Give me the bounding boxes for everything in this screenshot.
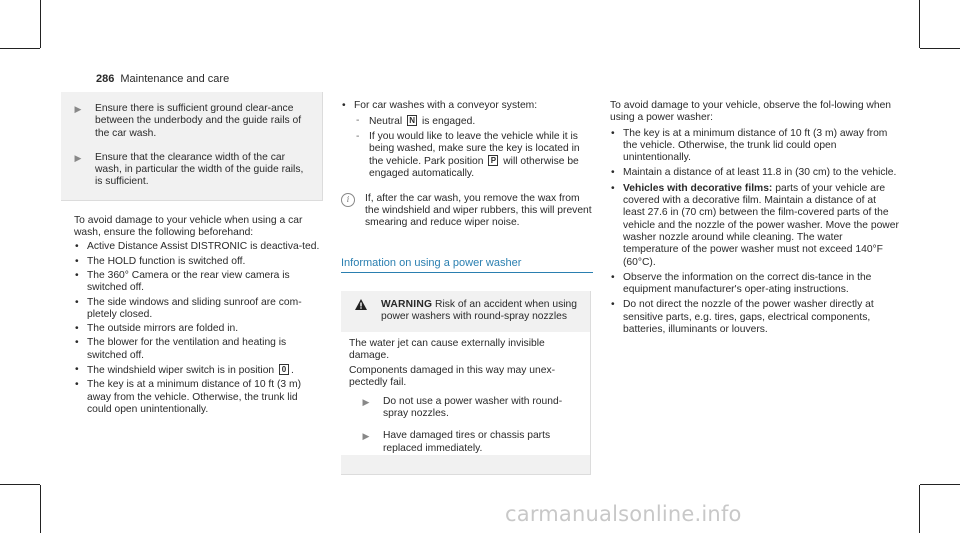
section-title: Information on using a power washer [341,257,593,273]
info-circle-icon: i [341,193,355,207]
list-item [341,100,596,181]
column-right [610,100,900,336]
page-number: 286 [96,73,115,85]
warning-head-text: Risk of an accident when using power washers with round-spray nozzles [381,298,577,323]
step-box [61,92,323,201]
warning-step [349,430,583,455]
sublist-item [354,115,596,128]
list-item: • Observe the information on the correct dis-tance in the equipment manufacturer's oper-ating instructions. [610,272,900,297]
section-name: Maintenance and care [120,73,230,85]
warning-triangle-icon [355,299,369,324]
arrow-right-icon: ▶ [362,431,370,442]
leave-text: If you would like to leave the vehicle while it is being washed, make sure the key is located in the vehicle. Park position [369,130,580,168]
warning-paragraph: The water jet can cause externally invisible damage. [349,337,545,361]
step-text: Ensure that the clearance width of the car wash, in particular the width of the guide rails, is sufficient. [95,151,304,188]
list-item [74,364,323,377]
step-item [61,103,313,140]
list-item: • The key is at a minimum distance of 10 ft (3 m) away from the vehicle. Otherwise, the trunk lid could open unintentionally. [610,128,900,165]
conveyor-sublist [354,115,596,180]
neutral-end: is engaged. [421,116,476,128]
wiper-end: . [291,365,294,377]
wiper-position-symbol: 0 [279,364,289,375]
list-item: • The outside mirrors are folded in. [74,323,323,335]
arrow-right-icon: ▶ [74,152,82,163]
page-header [96,73,229,85]
list-item: • The key is at a minimum distance of 10 ft (3 m) away from the vehicle. Otherwise, the trunk lid could open unintentionally. [74,379,323,416]
crop-mark [919,485,920,533]
park-symbol: P [488,155,498,166]
crop-mark [40,0,41,48]
step-item [61,152,313,189]
warning-label: WARNING [381,298,433,310]
list-item [610,183,900,269]
sublist-item [354,131,596,181]
conveyor-text: For car washes with a conveyor system: [354,100,538,111]
bold-lead: Vehicles with decorative films: [623,182,773,194]
list-item-text: parts of your vehicle are covered with a decorative film. Maintain a distance of at least 27.6 in (70 cm) between the film-covered parts of the vehicle and the nozzle of the power washer. Move the power washer nozzle around while cleaning. The water temperature of the power washer must not exceed 140°F (60°C). [623,182,899,268]
list-item: • The 360° Camera or the rear view camera is switched off. [74,270,323,295]
precheck-list [74,241,323,416]
warning-header [341,291,591,324]
crop-mark [920,484,960,485]
list-item: • Maintain a distance of at least 11.8 in (30 cm) to the vehicle. [610,167,900,179]
arrow-right-icon: ▶ [74,104,82,114]
wiper-text: The windshield wiper switch is in position [87,365,275,377]
neutral-text: Neutral [369,116,403,128]
step-text: Do not use a power washer with round-spray nozzles. [383,395,563,420]
list-item: • Active Distance Assist DISTRONIC is deactiva-ted. [74,241,323,253]
step-text: Ensure there is sufficient ground clear-ance between the underbody and the guide rails of the car wash. [95,103,302,139]
power-washer-list [610,128,900,337]
warning-box [341,291,591,475]
intro-text: To avoid damage to your vehicle, observe the fol-lowing when using a power washer: [610,100,892,124]
note-text: If, after the car wash, you remove the wax from the windshield and wiper rubbers, this will prevent smearing and reduce wiper noise. [365,192,592,229]
list-item: • The HOLD function is switched off. [74,256,323,268]
arrow-right-icon: ▶ [362,396,370,407]
intro-text: To avoid damage to your vehicle when using a car wash, ensure the following beforehand: [74,214,303,239]
neutral-symbol: N [407,115,417,126]
column-middle [341,100,596,475]
info-note [341,193,596,230]
crop-mark [920,48,960,49]
conveyor-list [341,100,596,181]
list-item: • Do not direct the nozzle of the power washer directly at sensitive parts, e.g. tires, gaps, electrical components, batteries, illuminants or louvers. [610,299,900,336]
park-end: will otherwise be engaged automatically. [369,156,579,180]
list-item: • The blower for the ventilation and heating is switched off. [74,337,323,362]
crop-mark [0,484,40,485]
crop-mark [919,0,920,48]
warning-body [341,332,591,455]
step-text: Have damaged tires or chassis parts replaced immediately. [383,430,551,454]
warning-paragraph: Components damaged in this way may unex-pectedly fail. [349,365,556,389]
crop-mark [40,485,41,533]
column-left [61,92,323,416]
crop-mark [0,48,40,49]
warning-step [349,396,583,421]
watermark: carmanualsonline.info [505,502,742,526]
list-item: • The side windows and sliding sunroof are com-pletely closed. [74,297,323,322]
